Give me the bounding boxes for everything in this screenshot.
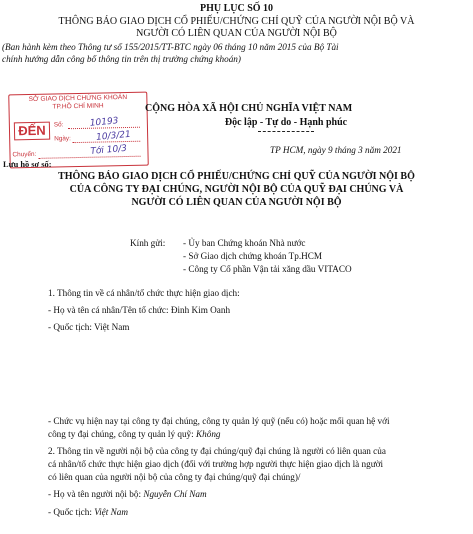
position-line-1: - Chức vụ hiện nay tại công ty đại chúng, công ty quản lý quỹ (nếu có) hoặc mối quan hệ với <box>48 416 390 426</box>
section2-line-3: có liên quan của người nội bộ của công ty đại chúng/quỹ đại chúng)/ <box>48 472 301 482</box>
stamp-ngay-value: 10/3/21 <box>95 129 132 143</box>
nationality-label: - Quốc tịch: <box>48 322 92 332</box>
nation-motto: Độc lập - Tự do - Hạnh phúc <box>224 117 348 128</box>
stamp-so-label: Số: <box>53 121 64 129</box>
recipient-3: - Công ty Cổ phần Vận tải xăng dầu VITACO <box>183 264 352 274</box>
title-line-1: THÔNG BÁO GIAO DỊCH CỔ PHIẾU/CHỨNG CHỈ QUỸ CỦA NGƯỜI NỘI BỘ VÀ <box>58 16 415 27</box>
section2-line-2: cá nhân/tổ chức thực hiện giao dịch (đối với trường hợp người thực hiện giao dịch là người <box>48 459 384 469</box>
insider-row <box>48 489 207 499</box>
name-label: - Họ và tên cá nhân/Tên tổ chức: <box>48 305 169 315</box>
stamp-chuyen-value: Tới 10/3 <box>90 143 128 158</box>
title-line-2: NGƯỜI CÓ LIÊN QUAN CỦA NGƯỜI NỘI BỘ <box>136 28 337 39</box>
motto-divider <box>258 131 314 132</box>
notice-title-line-1: THÔNG BÁO GIAO DỊCH CỔ PHIẾU/CHỨNG CHỈ QUỸ CỦA NGƯỜI NỘI BỘ <box>58 171 415 182</box>
stamp-city-line: TP.HỒ CHÍ MINH <box>52 102 104 111</box>
insider-nationality-row <box>48 507 128 517</box>
position-label: công ty đại chúng, công ty quản lý quỹ: <box>48 429 194 439</box>
position-line-2 <box>48 429 221 439</box>
section2-line-1: 2. Thông tin về người nội bộ của công ty đại chúng/quỹ đại chúng là người có liên quan của <box>48 446 386 456</box>
section1-nationality-row <box>48 322 129 332</box>
nation-name: CỘNG HÒA XÃ HỘI CHỦ NGHĨA VIỆT NAM <box>145 103 353 114</box>
stamp-chuyen-label: Chuyển: <box>12 150 37 159</box>
position-value: Không <box>196 429 221 439</box>
insider-nationality-value: Việt Nam <box>94 507 128 517</box>
insider-value: Nguyễn Chí Nam <box>143 489 207 499</box>
stamp-den-box: ĐẾN <box>14 122 50 141</box>
insider-label: - Họ và tên người nội bộ: <box>48 489 142 499</box>
notice-title-line-3: NGƯỜI CÓ LIÊN QUAN CỦA NGƯỜI NỘI BỘ <box>131 197 342 208</box>
recipient-1: - Ủy ban Chứng khoán Nhà nước <box>183 238 306 248</box>
recipient-2: - Sở Giao dịch chứng khoán Tp.HCM <box>183 251 323 261</box>
notice-title-line-2: CỦA CÔNG TY ĐẠI CHÚNG, NGƯỜI NỘI BỘ CỦA QUỸ ĐẠI CHÚNG VÀ <box>69 184 404 195</box>
insider-nationality-label: - Quốc tịch: <box>48 507 92 517</box>
section1-name-row <box>48 305 230 315</box>
appendix-title: PHỤ LỤC SỐ 10 <box>199 3 274 14</box>
stamp-org-line: SỞ GIAO DỊCH CHỨNG KHOÁN <box>28 93 128 104</box>
name-value: Đinh Kim Oanh <box>170 305 231 315</box>
place-date: TP HCM, ngày 9 tháng 3 năm 2021 <box>270 145 402 155</box>
stamp-ngay-label: Ngày: <box>54 135 71 143</box>
nationality-value: Việt Nam <box>94 322 130 332</box>
stamp-fragment-text: Lưu hồ sơ số: <box>3 160 52 169</box>
section1-heading: 1. Thông tin về cá nhân/tổ chức thực hiện giao dịch: <box>48 288 240 298</box>
stamp-chuyen-line <box>39 156 141 159</box>
stamp-header <box>9 94 146 113</box>
recipients-label: Kính gửi: <box>130 238 166 248</box>
received-stamp <box>8 92 149 169</box>
subtitle-line-2: chính hướng dẫn công bố thông tin trên thị trường chứng khoán) <box>2 54 241 64</box>
stamp-so-value: 10193 <box>89 116 119 129</box>
subtitle-line-1: (Ban hành kèm theo Thông tư số 155/2015/TT-BTC ngày 06 tháng 10 năm 2015 của Bộ Tài <box>2 42 339 52</box>
